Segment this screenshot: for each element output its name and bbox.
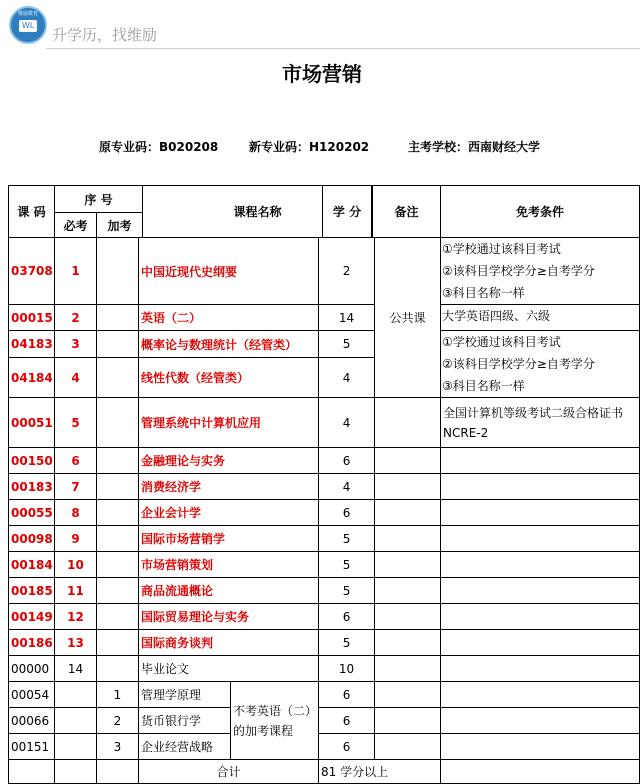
thesis-seq: 14 <box>55 656 97 682</box>
course-credit: 14 <box>319 305 375 331</box>
course-code: 00098 <box>9 526 55 552</box>
course-code: 04183 <box>9 331 55 358</box>
course-seq: 4 <box>55 358 97 398</box>
page-title: 市场营销 <box>282 62 362 86</box>
exempt-line: ③科目名称一样 <box>442 286 525 300</box>
course-credit: 5 <box>319 552 375 578</box>
course-code: 00015 <box>9 305 55 331</box>
exempt-line: ②该科目学校学分≥自考学分 <box>442 264 595 278</box>
exempt-line: ①学校通过该科目考试 <box>442 242 561 256</box>
thesis-name: 毕业论文 <box>139 656 319 682</box>
extra-course-seq: 1 <box>97 682 139 708</box>
thesis-code: 00000 <box>9 656 55 682</box>
extra-course-name: 货币银行学 <box>139 708 231 734</box>
extra-course-credit: 6 <box>319 682 375 708</box>
header-required: 必考 <box>55 213 97 238</box>
course-credit: 5 <box>319 526 375 552</box>
course-seq: 10 <box>55 552 97 578</box>
course-name: 国际商务谈判 <box>139 630 319 656</box>
extra-course-code: 00054 <box>9 682 55 708</box>
extra-course-credit: 6 <box>319 734 375 760</box>
course-seq: 8 <box>55 500 97 526</box>
exam-school: 主考学校：西南财经大学 <box>408 140 541 154</box>
course-name: 国际贸易理论与实务 <box>139 604 319 630</box>
header-credit-cell: 学 分 <box>322 185 372 238</box>
course-credit: 6 <box>319 448 375 474</box>
course-body-table <box>8 237 640 784</box>
total-label: 合计 <box>139 760 319 784</box>
exempt-line: ②该科目学校学分≥自考学分 <box>442 357 595 371</box>
course-code: 03708 <box>9 238 55 305</box>
course-name: 中国近现代史纲要 <box>139 238 319 305</box>
course-name: 金融理论与实务 <box>139 448 319 474</box>
course-name: 国际市场营销学 <box>139 526 319 552</box>
course-code: 00150 <box>9 448 55 474</box>
exempt-condition-4: 全国计算机等级考试二级合格证书NCRE-2 <box>441 398 640 448</box>
logo-mark: WL <box>19 20 37 32</box>
course-seq: 7 <box>55 474 97 500</box>
course-seq: 6 <box>55 448 97 474</box>
course-name: 英语（二） <box>139 305 319 331</box>
thesis-credit: 10 <box>319 656 375 682</box>
course-seq: 9 <box>55 526 97 552</box>
course-credit: 6 <box>319 604 375 630</box>
header-seq: 序 号 <box>55 186 143 213</box>
new-major-code: 新专业码：H120202 <box>249 140 370 154</box>
course-code: 00055 <box>9 500 55 526</box>
extra-course-code: 00151 <box>9 734 55 760</box>
extra-course-note: 不考英语（二）的加考课程 <box>231 682 319 760</box>
extra-course-name: 管理学原理 <box>139 682 231 708</box>
exempt-condition-2: 大学英语四级、六级 <box>441 305 640 331</box>
header-exempt: 免考条件 <box>441 186 640 238</box>
extra-course-seq: 2 <box>97 708 139 734</box>
course-credit: 5 <box>319 331 375 358</box>
course-seq: 11 <box>55 578 97 604</box>
header-remark: 备注 <box>373 186 441 238</box>
logo <box>9 6 47 44</box>
course-credit: 4 <box>319 358 375 398</box>
course-code: 00184 <box>9 552 55 578</box>
course-name: 企业会计学 <box>139 500 319 526</box>
course-code: 00186 <box>9 630 55 656</box>
course-name: 概率论与数理统计（经管类） <box>139 331 319 358</box>
exempt-condition-1 <box>441 238 640 305</box>
course-credit: 4 <box>319 398 375 448</box>
course-seq: 2 <box>55 305 97 331</box>
course-code: 04184 <box>9 358 55 398</box>
slogan: 升学历，找维励 <box>52 26 158 44</box>
course-code: 00149 <box>9 604 55 630</box>
course-credit: 5 <box>319 630 375 656</box>
course-code: 00051 <box>9 398 55 448</box>
course-seq: 1 <box>55 238 97 305</box>
total-value: 81 学分以上 <box>319 760 441 784</box>
course-code: 00183 <box>9 474 55 500</box>
header-course-name: 课程名称 <box>143 186 373 238</box>
course-credit: 5 <box>319 578 375 604</box>
header-code: 课 码 <box>9 186 55 238</box>
extra-course-code: 00066 <box>9 708 55 734</box>
course-credit: 2 <box>319 238 375 305</box>
header-extra: 加考 <box>97 213 143 238</box>
extra-course-name: 企业经营战略 <box>139 734 231 760</box>
remark-public: 公共课 <box>375 238 441 398</box>
course-name: 商品流通概论 <box>139 578 319 604</box>
course-seq: 3 <box>55 331 97 358</box>
course-seq: 13 <box>55 630 97 656</box>
course-name: 线性代数（经管类） <box>139 358 319 398</box>
extra-course-credit: 6 <box>319 708 375 734</box>
exempt-condition-3 <box>441 331 640 398</box>
course-name: 管理系统中计算机应用 <box>139 398 319 448</box>
exempt-line: ③科目名称一样 <box>442 379 525 393</box>
course-name: 消费经济学 <box>139 474 319 500</box>
course-seq: 12 <box>55 604 97 630</box>
header-divider <box>46 48 640 49</box>
course-code: 00185 <box>9 578 55 604</box>
course-credit: 4 <box>319 474 375 500</box>
course-name: 市场营销策划 <box>139 552 319 578</box>
course-credit: 6 <box>319 500 375 526</box>
logo-top-text: 维励教育 <box>17 11 38 17</box>
extra-course-seq: 3 <box>97 734 139 760</box>
course-seq: 5 <box>55 398 97 448</box>
old-major-code: 原专业码：B020208 <box>99 140 219 154</box>
exempt-line: ①学校通过该科目考试 <box>442 335 561 349</box>
